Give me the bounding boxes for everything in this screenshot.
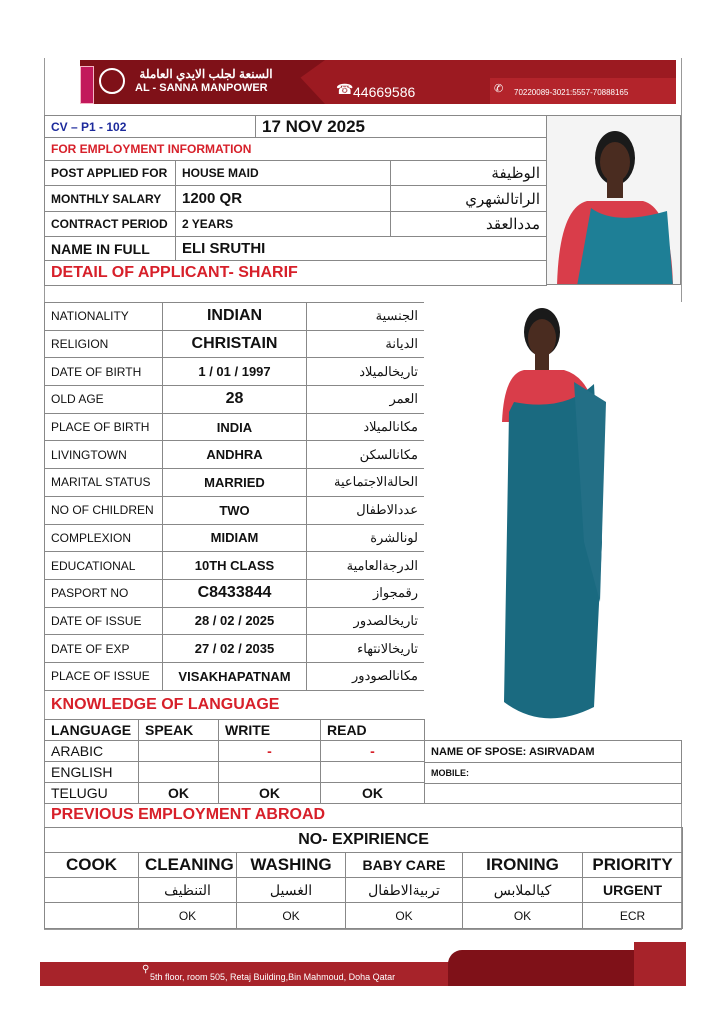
language-header: SPEAK (139, 720, 219, 741)
footer-accent (448, 950, 634, 986)
skill-label-ar: كيالملابس (463, 878, 583, 903)
row-label-ar: الوظيفة (391, 161, 547, 186)
details-row (45, 635, 425, 663)
skills-table (44, 827, 683, 929)
skill-header: PRIORITY (583, 853, 683, 878)
detail-label: PLACE OF BIRTH (45, 413, 163, 441)
footer-accent-right (634, 942, 686, 986)
details-row (45, 552, 425, 580)
company-name-ar: السنعة لجلب الايدي العاملة (139, 67, 273, 81)
detail-value: VISAKHAPATNAM (163, 662, 307, 690)
skill-value: OK (139, 903, 237, 929)
details-row (45, 358, 425, 386)
detail-label-ar: العمر (307, 386, 425, 414)
company-name-en: AL - SANNA MANPOWER (135, 82, 268, 94)
skill-label-ar (45, 878, 139, 903)
skill-value: OK (346, 903, 463, 929)
detail-label-ar: مكانالصودور (307, 662, 425, 690)
language-row (45, 741, 425, 762)
detail-label: NATIONALITY (45, 303, 163, 331)
row-label: MONTHLY SALARY (45, 186, 176, 212)
language-skill-cell (219, 762, 321, 783)
details-row (45, 579, 425, 607)
language-skill-cell (139, 741, 219, 762)
detail-label-ar: الجنسية (307, 303, 425, 331)
details-row (45, 469, 425, 497)
row-label: CONTRACT PERIOD (45, 212, 176, 237)
skill-label-ar: الغسيل (237, 878, 346, 903)
row-label-ar: مددالعقد (391, 212, 547, 237)
skill-value: OK (237, 903, 346, 929)
location-pin-icon: ⚲ (142, 964, 150, 975)
detail-label-ar: تاريخالميلاد (307, 358, 425, 386)
name-value: ELI SRUTHI (176, 237, 547, 261)
row-value: 1200 QR (176, 186, 391, 212)
detail-label: DATE OF EXP (45, 635, 163, 663)
skill-header: BABY CARE (346, 853, 463, 878)
details-row (45, 441, 425, 469)
language-skill-cell: OK (219, 783, 321, 804)
detail-label: LIVINGTOWN (45, 441, 163, 469)
language-header: READ (321, 720, 425, 741)
detail-label: NO OF CHILDREN (45, 496, 163, 524)
footer-address: 5th floor, room 505, Retaj Building,Bin Mahmoud, Doha Qatar (150, 972, 396, 982)
language-table (44, 719, 425, 804)
skill-value (45, 903, 139, 929)
detail-label-ar: الحالةالاجتماعية (307, 469, 425, 497)
detail-label: MARITAL STATUS (45, 469, 163, 497)
language-header: LANGUAGE (45, 720, 139, 741)
details-row (45, 413, 425, 441)
detail-value: MIDIAM (163, 524, 307, 552)
detail-label: COMPLEXION (45, 524, 163, 552)
detail-value: C8433844 (163, 579, 307, 607)
language-skill-cell: - (219, 741, 321, 762)
language-row (45, 762, 425, 783)
skill-label-ar: URGENT (583, 878, 683, 903)
detail-value: 28 / 02 / 2025 (163, 607, 307, 635)
language-name: ARABIC (45, 741, 139, 762)
mobile-icon: ✆ (494, 83, 504, 95)
detail-label-ar: مكانالميلاد (307, 413, 425, 441)
mobile-numbers: 70220089-3021:5557-70888165 (514, 88, 629, 97)
detail-label: OLD AGE (45, 386, 163, 414)
detail-label: EDUCATIONAL (45, 552, 163, 580)
detail-label-ar: الديانة (307, 330, 425, 358)
language-title: KNOWLEDGE OF LANGUAGE (51, 696, 280, 713)
detail-label-ar: رقمجواز (307, 579, 425, 607)
detail-label-ar: لونالشرة (307, 524, 425, 552)
detail-label: PASPORT NO (45, 579, 163, 607)
previous-title: PREVIOUS EMPLOYMENT ABROAD (51, 806, 326, 823)
logo-stripe (80, 66, 94, 104)
row-value: 2 YEARS (176, 212, 391, 237)
phone-icon: ☎ (336, 81, 354, 97)
row-value: HOUSE MAID (176, 161, 391, 186)
detail-value: ANDHRA (163, 441, 307, 469)
details-title: DETAIL OF APPLICANT- SHARIF (45, 261, 547, 286)
detail-value: TWO (163, 496, 307, 524)
language-name: ENGLISH (45, 762, 139, 783)
skill-header: IRONING (463, 853, 583, 878)
detail-value: 1 / 01 / 1997 (163, 358, 307, 386)
detail-label: PLACE OF ISSUE (45, 662, 163, 690)
details-row (45, 524, 425, 552)
detail-value: MARRIED (163, 469, 307, 497)
language-skill-cell: OK (321, 783, 425, 804)
detail-value: 10TH CLASS (163, 552, 307, 580)
language-header: WRITE (219, 720, 321, 741)
detail-label-ar: تاريخالصدور (307, 607, 425, 635)
detail-label: RELIGION (45, 330, 163, 358)
language-skill-cell (139, 762, 219, 783)
details-row (45, 330, 425, 358)
skill-header: COOK (45, 853, 139, 878)
language-name: TELUGU (45, 783, 139, 804)
details-row (45, 607, 425, 635)
details-row (45, 303, 425, 331)
detail-value: CHRISTAIN (163, 330, 307, 358)
family-table (424, 740, 682, 804)
row-label: POST APPLIED FOR (45, 161, 176, 186)
skill-label-ar: تربيةالاطفال (346, 878, 463, 903)
detail-value: INDIAN (163, 303, 307, 331)
details-row (45, 496, 425, 524)
language-skill-cell: OK (139, 783, 219, 804)
employment-title: FOR EMPLOYMENT INFORMATION (45, 138, 547, 161)
detail-label: DATE OF ISSUE (45, 607, 163, 635)
skill-value: ECR (583, 903, 683, 929)
details-row (45, 386, 425, 414)
detail-label: DATE OF BIRTH (45, 358, 163, 386)
detail-value: 27 / 02 / 2035 (163, 635, 307, 663)
language-row (45, 783, 425, 804)
name-label: NAME IN FULL (45, 237, 176, 261)
blank-cell (425, 784, 682, 804)
employment-table (44, 115, 547, 286)
language-skill-cell: - (321, 741, 425, 762)
cv-date: 17 NOV 2025 (256, 116, 547, 138)
applicant-full-photo (424, 302, 682, 740)
skill-header: WASHING (237, 853, 346, 878)
detail-label-ar: الدرجةالعامية (307, 552, 425, 580)
experience-status: NO- EXPIRIENCE (45, 828, 683, 853)
details-table (44, 302, 425, 691)
logo-globe-icon (99, 68, 125, 94)
applicant-portrait-photo (546, 115, 681, 285)
skill-label-ar: التنظيف (139, 878, 237, 903)
detail-label-ar: عددالاطفال (307, 496, 425, 524)
cv-ref: CV – P1 - 102 (45, 116, 256, 138)
details-row (45, 662, 425, 690)
row-label-ar: الراتالشهري (391, 186, 547, 212)
skill-value: OK (463, 903, 583, 929)
skill-header: CLEANING (139, 853, 237, 878)
detail-value: 28 (163, 386, 307, 414)
language-skill-cell (321, 762, 425, 783)
spouse-name: NAME OF SPOSE: ASIRVADAM (425, 741, 682, 763)
detail-label-ar: مكانالسكن (307, 441, 425, 469)
phone-number: 44669586 (353, 84, 416, 100)
detail-value: INDIA (163, 413, 307, 441)
detail-label-ar: تاريخالانتهاء (307, 635, 425, 663)
mobile-label: MOBILE: (425, 763, 682, 784)
